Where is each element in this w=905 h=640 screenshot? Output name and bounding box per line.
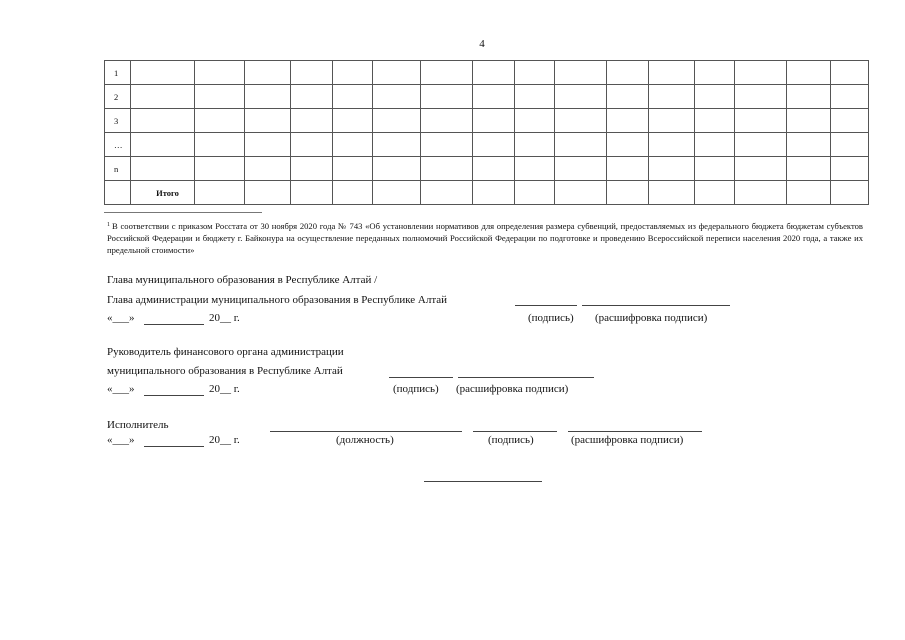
total-label: Итого: [131, 181, 195, 205]
table-row: [105, 85, 869, 109]
row-number: 1: [105, 61, 131, 85]
executor-decoding-line: [568, 431, 702, 432]
finance-signature-caption: (подпись): [393, 383, 439, 395]
table-row: [105, 109, 869, 133]
footnote-marker: 1: [107, 222, 110, 228]
head-date-month-line: [144, 324, 204, 325]
executor-signature-line: [473, 431, 557, 432]
table-row: [105, 133, 869, 157]
row-number: 3: [105, 109, 131, 133]
finance-decoding-caption: (расшифровка подписи): [456, 383, 569, 395]
executor-position-caption: (должность): [336, 434, 394, 446]
head-decoding-line: [582, 305, 730, 306]
executor-label: Исполнитель: [107, 419, 169, 431]
executor-date-month-line: [144, 446, 204, 447]
finance-decoding-line: [458, 377, 594, 378]
head-date-day: «___»: [107, 312, 135, 324]
finance-date-month-line: [144, 395, 204, 396]
row-number: 2: [105, 85, 131, 109]
head-signature-caption: (подпись): [528, 312, 574, 324]
footnote-divider: [104, 212, 262, 213]
finance-title-line2: муниципального образования в Республике Алтай: [107, 365, 343, 377]
row-number: n: [105, 157, 131, 181]
row-number: …: [105, 133, 131, 157]
executor-position-line: [270, 431, 462, 432]
head-decoding-caption: (расшифровка подписи): [595, 312, 708, 324]
executor-decoding-caption: (расшифровка подписи): [571, 434, 684, 446]
page-number: 4: [479, 38, 485, 50]
finance-date-day: «___»: [107, 383, 135, 395]
executor-signature-caption: (подпись): [488, 434, 534, 446]
executor-date-year: 20__ г.: [209, 434, 240, 446]
closing-rule: [424, 481, 542, 482]
footnote-text: В соответствии с приказом Росстата от 30 ноября 2020 года № 743 «Об установлении нормативов для определения размера субвенций, предоставляемых из федерального бюджета бюджетам субъектов Российской Федерации и бюджету г. Байконура на осуществление переданных полномочий Российской Федерации по подготовке и проведению Всероссийской переписи населения 2020 года, а также их предельной стоимости»: [107, 221, 863, 255]
table-row: [105, 157, 869, 181]
finance-signature-line: [389, 377, 453, 378]
head-date-year: 20__ г.: [209, 312, 240, 324]
finance-title-line1: Руководитель финансового органа администрации: [107, 346, 344, 358]
finance-date-year: 20__ г.: [209, 383, 240, 395]
executor-date-day: «___»: [107, 434, 135, 446]
head-signature-line: [515, 305, 577, 306]
data-table: [104, 60, 869, 205]
total-row: [105, 181, 869, 205]
table-row: [105, 61, 869, 85]
footnote: [107, 219, 863, 256]
head-title-line1: Глава муниципального образования в Республике Алтай /: [107, 274, 378, 286]
head-title-line2: Глава администрации муниципального образования в Республике Алтай: [107, 294, 448, 306]
